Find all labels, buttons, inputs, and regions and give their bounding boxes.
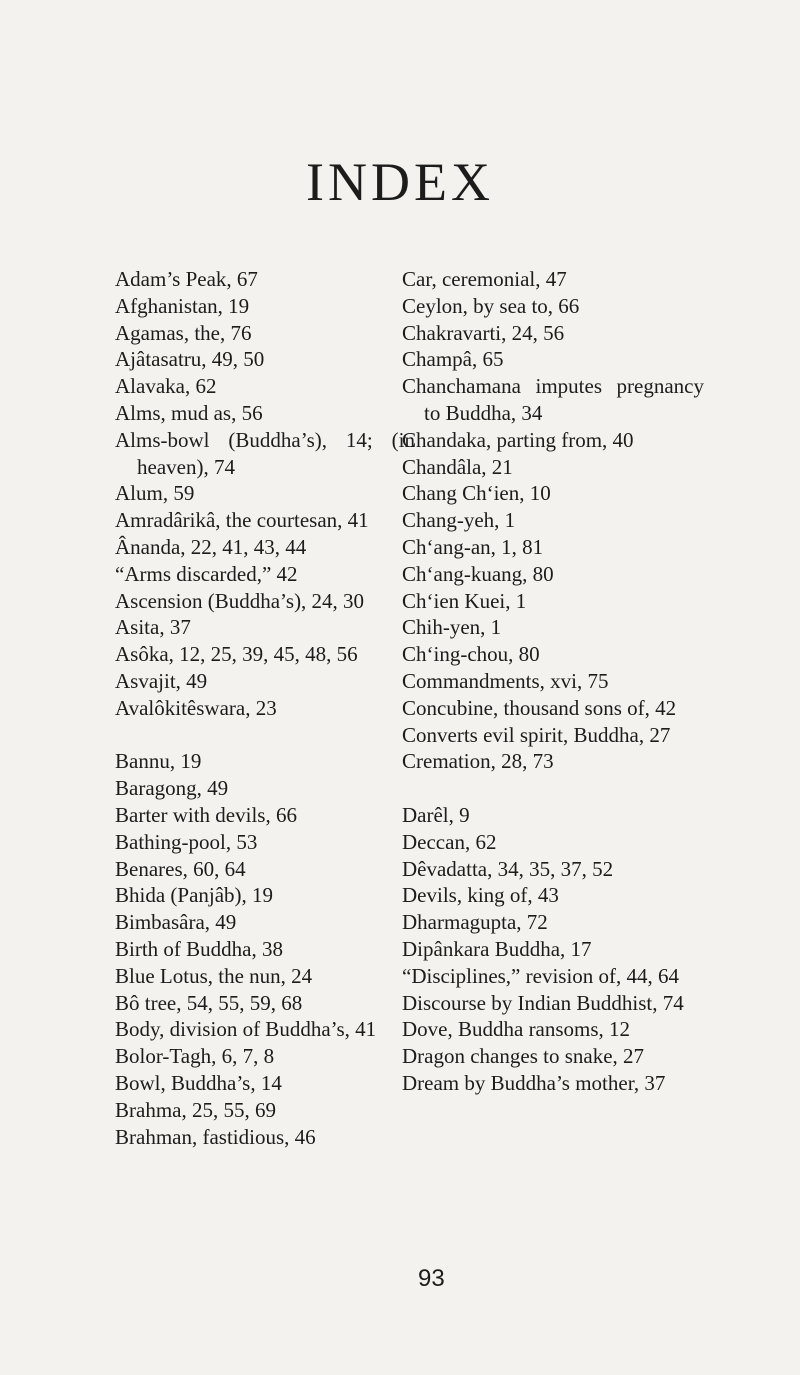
index-entry: “Disciplines,” revision of, 44, 64	[402, 963, 680, 988]
section-gap	[115, 722, 415, 749]
index-entry: Bowl, Buddha’s, 14	[115, 1070, 282, 1095]
index-entry: Discourse by Indian Buddhist, 74	[402, 990, 684, 1015]
index-entry: Dharmagupta, 72	[402, 910, 548, 935]
index-entry: Dream by Buddha’s mother, 37	[402, 1070, 666, 1095]
index-entry: Dipânkara Buddha, 17	[402, 936, 592, 961]
index-entry: Chang Ch‘ien, 10	[402, 481, 551, 506]
index-entry: Ascension (Buddha’s), 24, 30	[115, 588, 365, 613]
page-number: 93	[418, 1265, 445, 1292]
section-gap	[402, 775, 704, 802]
index-entry: Dragon changes to snake, 27	[402, 1044, 645, 1069]
index-entry: Darêl, 9	[402, 802, 470, 827]
index-entry: Concubine, thousand sons of, 42	[402, 695, 677, 720]
index-entry: Barter with devils, 66	[115, 802, 297, 827]
index-entry: Birth of Buddha, 38	[115, 936, 283, 961]
page-title: INDEX	[306, 152, 494, 212]
index-entry: Ch‘ing-chou, 80	[402, 642, 540, 667]
index-entry: Champâ, 65	[402, 347, 504, 372]
index-entry: Bô tree, 54, 55, 59, 68	[115, 990, 303, 1015]
index-entry: Avalôkitêswara, 23	[115, 695, 277, 720]
index-entry: Cremation, 28, 73	[402, 749, 554, 774]
index-entry: Bathing-pool, 53	[115, 829, 258, 854]
index-entry: Ajâtasatru, 49, 50	[115, 347, 265, 372]
index-entry: Bannu, 19	[115, 749, 202, 774]
index-entry: Ch‘ien Kuei, 1	[402, 588, 527, 613]
index-entry: Body, division of Buddha’s, 41	[115, 1017, 377, 1042]
index-entry: Adam’s Peak, 67	[115, 267, 258, 291]
index-entry: Asita, 37	[115, 615, 191, 640]
index-entry: Ânanda, 22, 41, 43, 44	[115, 534, 307, 559]
index-entry: Bimbasâra, 49	[115, 910, 237, 935]
index-entry: Alms, mud as, 56	[115, 400, 263, 425]
index-entry: Chakravarti, 24, 56	[402, 320, 565, 345]
right-column	[402, 266, 704, 1097]
index-entry: Alum, 59	[115, 481, 195, 506]
index-entry: Chih-yen, 1	[402, 615, 502, 640]
index-entry: Car, ceremonial, 47	[402, 267, 567, 291]
index-entry: Alavaka, 62	[115, 374, 217, 399]
index-entry: Ch‘ang-an, 1, 81	[402, 534, 544, 559]
index-entry: Dêvadatta, 34, 35, 37, 52	[402, 856, 614, 881]
index-entry: Alms-bowl (Buddha’s), 14; (in heaven), 74	[115, 427, 415, 479]
index-entry: Agamas, the, 76	[115, 320, 252, 345]
index-entry: Brahman, fastidious, 46	[115, 1124, 316, 1149]
index-entry: Baragong, 49	[115, 776, 229, 801]
index-entry: Benares, 60, 64	[115, 856, 246, 881]
index-entry: Asvajit, 49	[115, 668, 208, 693]
index-entry: Ceylon, by sea to, 66	[402, 293, 580, 318]
index-entry: Amradârikâ, the courtesan, 41	[115, 508, 369, 533]
index-entry: Bolor-Tagh, 6, 7, 8	[115, 1044, 275, 1069]
index-entry: Brahma, 25, 55, 69	[115, 1097, 276, 1122]
index-entry: Devils, king of, 43	[402, 883, 559, 908]
index-entry: Chandâla, 21	[402, 454, 513, 479]
index-entry: Afghanistan, 19	[115, 293, 250, 318]
left-column	[115, 266, 415, 1150]
index-entry: “Arms discarded,” 42	[115, 561, 298, 586]
index-entry: Chandaka, parting from, 40	[402, 427, 634, 452]
index-entry: Ch‘ang-kuang, 80	[402, 561, 554, 586]
index-entry: Bhida (Panjâb), 19	[115, 883, 274, 908]
index-entry: Commandments, xvi, 75	[402, 668, 609, 693]
index-entry: Deccan, 62	[402, 829, 497, 854]
index-entry: Converts evil spirit, Buddha, 27	[402, 722, 671, 747]
index-entry: Dove, Buddha ransoms, 12	[402, 1017, 631, 1042]
index-entry: Asôka, 12, 25, 39, 45, 48, 56	[115, 642, 358, 667]
index-entry: Chang-yeh, 1	[402, 508, 516, 533]
index-entry: Chanchamana imputes pregnancy to Buddha, 34	[402, 374, 704, 425]
index-entry: Blue Lotus, the nun, 24	[115, 963, 313, 988]
